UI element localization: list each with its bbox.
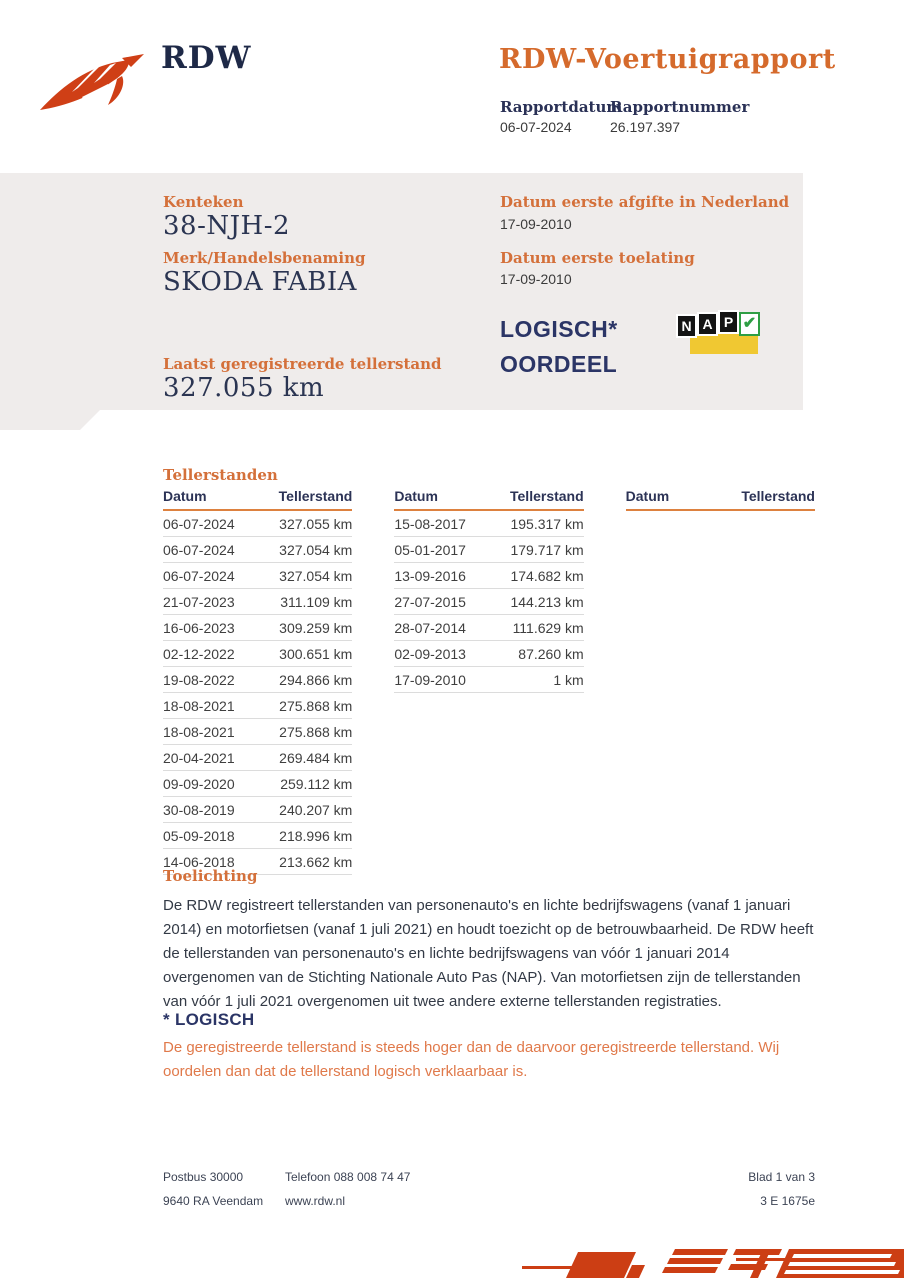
- row-tellerstand: 309.259 km: [279, 620, 353, 636]
- eerste-toelating-value: 17-09-2010: [500, 271, 572, 287]
- report-date-label: Rapportdatum: [500, 98, 623, 116]
- row-tellerstand: 213.662 km: [279, 854, 353, 870]
- row-tellerstand: 144.213 km: [510, 594, 584, 610]
- row-tellerstand: 87.260 km: [518, 646, 584, 662]
- tellerstanden-table: [163, 488, 815, 875]
- row-tellerstand: 275.868 km: [279, 724, 353, 740]
- eerste-afgifte-value: 17-09-2010: [500, 216, 572, 232]
- table-row: [394, 589, 583, 615]
- row-datum: 21-07-2023: [163, 594, 235, 610]
- table-header-row: [163, 488, 352, 511]
- oordeel-line2: OORDEEL: [500, 351, 618, 377]
- table-row: [163, 563, 352, 589]
- row-datum: 17-09-2010: [394, 672, 466, 688]
- nap-letter-a: A: [697, 312, 718, 336]
- table-row: [163, 745, 352, 771]
- row-datum: 05-01-2017: [394, 542, 466, 558]
- nap-logo-yellow-bar: [690, 334, 758, 354]
- row-datum: 02-12-2022: [163, 646, 235, 662]
- row-datum: 27-07-2015: [394, 594, 466, 610]
- table-header-row: [626, 488, 815, 511]
- tellerstand-header: Tellerstand: [741, 488, 815, 504]
- row-datum: 18-08-2021: [163, 724, 235, 740]
- row-tellerstand: 269.484 km: [279, 750, 353, 766]
- laatste-tellerstand-label: Laatst geregistreerde tellerstand: [163, 355, 442, 373]
- row-datum: 05-09-2018: [163, 828, 235, 844]
- toelichting-body: De RDW registreert tellerstanden van personenauto's en lichte bedrijfswagens (vanaf 1 januari 2014) en motorfietsen (vanaf 1 juli 2021) en houdt toezicht op de betrouwbaarheid. De RDW heeft de tellerstanden van personenauto's en lichte bedrijfswagens van vóór 1 januari 2014 overgenomen van de Stichting Nationale Auto Pas (NAP). Van motorfietsen zijn de tellerstanden van vóór 1 juli 2021 overgenomen uit twee andere externe tellerstanden registraties.: [163, 897, 814, 1010]
- table-row: [163, 693, 352, 719]
- oordeel-text: [500, 312, 618, 382]
- nap-checkmark-icon: ✔: [739, 312, 760, 336]
- row-tellerstand: 300.651 km: [279, 646, 353, 662]
- row-datum: 16-06-2023: [163, 620, 235, 636]
- row-tellerstand: 327.054 km: [279, 542, 353, 558]
- table-row: [394, 511, 583, 537]
- toelichting-title: Toelichting: [163, 867, 258, 885]
- logisch-heading: * LOGISCH: [163, 1010, 255, 1029]
- eerste-afgifte-label: Datum eerste afgifte in Nederland: [500, 193, 790, 211]
- report-date-value: 06-07-2024: [500, 119, 572, 135]
- row-tellerstand: 174.682 km: [510, 568, 584, 584]
- table-row: [394, 615, 583, 641]
- rdw-feather-logo-icon: [38, 52, 150, 116]
- row-tellerstand: 195.317 km: [510, 516, 584, 532]
- row-tellerstand: 218.996 km: [279, 828, 353, 844]
- nap-logo: [676, 310, 764, 358]
- row-tellerstand: 275.868 km: [279, 698, 353, 714]
- row-tellerstand: 327.054 km: [279, 568, 353, 584]
- table-row: [163, 797, 352, 823]
- row-datum: 13-09-2016: [394, 568, 466, 584]
- table-header-row: [394, 488, 583, 511]
- footer-address-line2: 9640 RA Veendam: [163, 1194, 264, 1208]
- table-row: [163, 667, 352, 693]
- table-row: [163, 823, 352, 849]
- row-tellerstand: 179.717 km: [510, 542, 584, 558]
- table-column: [394, 488, 583, 693]
- row-tellerstand: 311.109 km: [280, 594, 353, 610]
- nap-letter-p: P: [718, 310, 739, 334]
- row-datum: 14-06-2018: [163, 854, 235, 870]
- row-tellerstand: 259.112 km: [280, 776, 353, 792]
- row-datum: 02-09-2013: [394, 646, 466, 662]
- tellerstanden-title: Tellerstanden: [163, 466, 278, 484]
- footer-page-number: Blad 1 van 3: [748, 1170, 815, 1184]
- row-tellerstand: 111.629 km: [512, 620, 584, 636]
- row-datum: 19-08-2022: [163, 672, 235, 688]
- table-row: [163, 615, 352, 641]
- table-row: [394, 563, 583, 589]
- row-datum: 06-07-2024: [163, 568, 235, 584]
- row-datum: 30-08-2019: [163, 802, 235, 818]
- table-row: [163, 641, 352, 667]
- rdw-stripe-graphic-icon: [520, 1236, 904, 1280]
- row-datum: 28-07-2014: [394, 620, 466, 636]
- row-datum: 20-04-2021: [163, 750, 235, 766]
- table-row: [163, 719, 352, 745]
- footer-website[interactable]: www.rdw.nl: [285, 1194, 346, 1208]
- row-datum: 15-08-2017: [394, 516, 466, 532]
- table-row: [163, 537, 352, 563]
- rdw-logo-text: RDW: [161, 40, 252, 76]
- summary-panel-tab: [0, 410, 100, 430]
- report-number-label: Rapportnummer: [610, 98, 750, 116]
- page-title: RDW-Voertuigrapport: [499, 44, 836, 75]
- table-row: [394, 641, 583, 667]
- table-row: [394, 667, 583, 693]
- table-column: [626, 488, 815, 511]
- table-row: [163, 511, 352, 537]
- row-tellerstand: 294.866 km: [279, 672, 353, 688]
- tellerstand-header: Tellerstand: [278, 488, 353, 504]
- footer-form-code: 3 E 1675e: [760, 1194, 815, 1208]
- footer-address-line1: Postbus 30000: [163, 1170, 244, 1184]
- table-column: [163, 488, 352, 875]
- report-number-value: 26.197.397: [610, 119, 681, 135]
- merk-value: SKODA FABIA: [163, 267, 357, 297]
- datum-header: Datum: [163, 488, 207, 504]
- merk-label: Merk/Handelsbenaming: [163, 249, 366, 267]
- table-row: [163, 771, 352, 797]
- footer-phone: Telefoon 088 008 74 47: [285, 1170, 411, 1184]
- oordeel-line1: LOGISCH*: [500, 316, 618, 342]
- laatste-tellerstand-value: 327.055 km: [163, 373, 325, 403]
- row-tellerstand: 240.207 km: [279, 802, 353, 818]
- row-datum: 09-09-2020: [163, 776, 235, 792]
- nap-letter-n: N: [676, 314, 697, 338]
- row-tellerstand: 1 km: [553, 672, 584, 688]
- row-datum: 06-07-2024: [163, 542, 235, 558]
- row-tellerstand: 327.055 km: [279, 516, 353, 532]
- datum-header: Datum: [394, 488, 438, 504]
- tellerstand-header: Tellerstand: [510, 488, 584, 504]
- table-row: [163, 589, 352, 615]
- logisch-body: De geregistreerde tellerstand is steeds hoger dan de daarvoor geregistreerde tellerstand. Wij oordelen dan dat de tellerstand logisch verklaarbaar is.: [163, 1039, 780, 1080]
- row-datum: 06-07-2024: [163, 516, 235, 532]
- datum-header: Datum: [625, 488, 670, 504]
- eerste-toelating-label: Datum eerste toelating: [500, 249, 695, 267]
- kenteken-value: 38-NJH-2: [163, 211, 291, 241]
- row-datum: 18-08-2021: [163, 698, 235, 714]
- kenteken-label: Kenteken: [163, 193, 244, 211]
- table-row: [394, 537, 583, 563]
